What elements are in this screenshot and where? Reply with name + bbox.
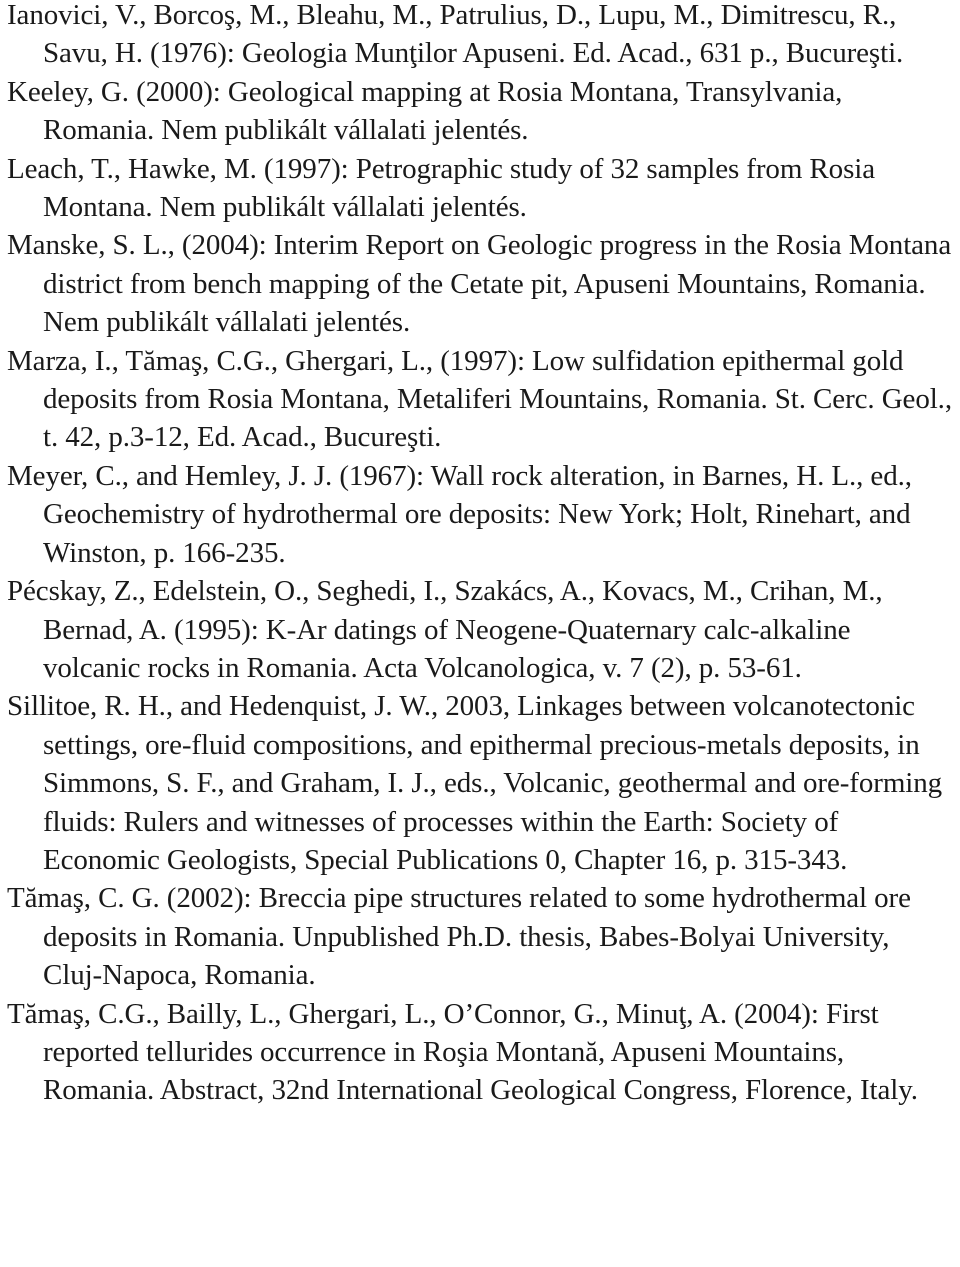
reference-page — [7, 0, 953, 1110]
reference-leach-1997: Leach, T., Hawke, M. (1997): Petrographic study of 32 samples from Rosia Montana. Nem publikált vállalati jelentés. — [7, 152, 875, 224]
reference-tamas-2004: Tămaş, C.G., Bailly, L., Ghergari, L., O’Connor, G., Minuţ, A. (2004): First reported tellurides occurrence in Roşia Montană, Apuseni Mountains, Romania. Abstract, 32nd International Geological Congress, Florence, Italy. — [7, 997, 918, 1107]
reference-ianovici-1976: Ianovici, V., Borcoş, M., Bleahu, M., Patrulius, D., Lupu, M., Dimitrescu, R., Savu, H. (1976): Geologia Munţilor Apuseni. Ed. Acad., 631 p., Bucureşti. — [7, 0, 904, 70]
reference-keeley-2000: Keeley, G. (2000): Geological mapping at Rosia Montana, Transylvania, Romania. Nem publikált vállalati jelentés. — [7, 75, 843, 147]
reference-marza-1997: Marza, I., Tămaş, C.G., Ghergari, L., (1997): Low sulfidation epithermal gold deposits from Rosia Montana, Metaliferi Mountains, Romania. St. Cerc. Geol., t. 42, p.3-12, Ed. Acad., Bucureşti. — [7, 344, 952, 454]
reference-tamas-2002: Tămaş, C. G. (2002): Breccia pipe structures related to some hydrothermal ore deposits in Romania. Unpublished Ph.D. thesis, Babes-Bolyai University, Cluj-Napoca, Romania. — [7, 882, 911, 992]
reference-pecskay-1995: Pécskay, Z., Edelstein, O., Seghedi, I., Szakács, A., Kovacs, M., Crihan, M., Bernad, A. (1995): K-Ar datings of Neogene-Quaternary calc-alkaline volcanic rocks in Romania. Acta Volcanologica, v. 7 (2), p. 53-61. — [7, 575, 883, 684]
reference-list — [7, 0, 953, 1110]
reference-sillitoe-2003: Sillitoe, R. H., and Hedenquist, J. W., 2003, Linkages between volcanotectonic settings, ore-fluid compositions, and epithermal precious-metals deposits, in Simmons, S. F., and Graham, I. J., eds., Volcanic, geothermal and ore-forming fluids: Rulers and witnesses of processes within the Earth: Society of Economic Geologists, Special Publications 0, Chapter 16, p. 315-343. — [7, 690, 943, 876]
reference-meyer-1967: Meyer, C., and Hemley, J. J. (1967): Wall rock alteration, in Barnes, H. L., ed., Geochemistry of hydrothermal ore deposits: New York; Holt, Rinehart, and Winston, p. 166-235. — [7, 459, 912, 569]
reference-manske-2004: Manske, S. L., (2004): Interim Report on Geologic progress in the Rosia Montana district from bench mapping of the Cetate pit, Apuseni Mountains, Romania. Nem publikált vállalati jelentés. — [7, 229, 952, 339]
